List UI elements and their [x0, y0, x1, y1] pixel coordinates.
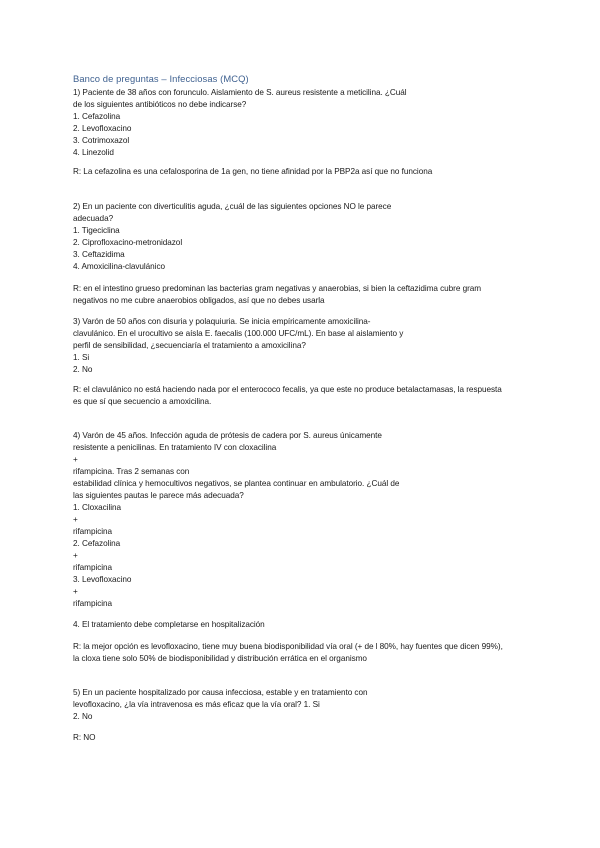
question-4-option: 3. Levofloxacino	[73, 575, 132, 584]
question-4-text-cont: estabilidad clínica y hemocultivos negativos, se plantea continuar en ambulatorio. ¿Cuál de	[73, 479, 400, 488]
question-2-text: 2) En un paciente con diverticulitis aguda, ¿cuál de las siguientes opciones NO le parece	[73, 202, 392, 211]
answer-1: R: La cefazolina es una cefalosporina de 1a gen, no tiene afinidad por la PBP2a así que no funciona	[73, 167, 433, 176]
question-3-option: 1. Si	[73, 353, 90, 362]
question-1-option: 4. Linezolid	[73, 148, 114, 157]
answer-3: R: el clavulánico no está haciendo nada por el enterococo fecalis, ya que este no produce betalactamasas, la respuesta	[73, 385, 502, 394]
question-4-option: 1. Cloxacilina	[73, 503, 121, 512]
question-2-option: 3. Ceftazidima	[73, 250, 125, 259]
question-3-text-cont: perfil de sensibilidad, ¿secuenciaría el tratamiento a amoxicilina?	[73, 341, 306, 350]
question-5-text: 5) En un paciente hospitalizado por causa infecciosa, estable y en tratamiento con	[73, 688, 368, 697]
answer-5: R: NO	[73, 733, 96, 742]
question-1-text: 1) Paciente de 38 años con forunculo. Aislamiento de S. aureus resistente a meticilina. ¿Cuál	[73, 88, 407, 97]
question-3-text-cont: clavulánico. En el urocultivo se aísla E. faecalis (100.000 UFC/mL). En base al aislamiento y	[73, 329, 404, 338]
answer-4: R: la mejor opción es levofloxacino, tiene muy buena biodisponibilidad vía oral (+ de l 80%, hay fuentes que dicen 99%),	[73, 642, 503, 651]
question-4-option-cont: rifampicina	[73, 527, 113, 536]
plus-sign: +	[73, 455, 78, 464]
question-3-text: 3) Varón de 50 años con disuria y polaquiuria. Se inicia empíricamente amoxicilina-	[73, 317, 371, 326]
plus-sign: +	[73, 515, 78, 524]
question-4-option-cont: rifampicina	[73, 599, 113, 608]
question-5-option: 2. No	[73, 712, 93, 721]
question-2-option: 1. Tigeciclina	[73, 226, 120, 235]
answer-4-cont: la cloxa tiene solo 50% de biodisponibilidad y distribución errática en el organismo	[73, 654, 367, 663]
answer-2: R: en el intestino grueso predominan las bacterias gram negativas y anaerobias, si bien la ceftazidima cubre gram	[73, 284, 482, 293]
question-4-text-cont: resistente a penicilinas. En tratamiento IV con cloxacilina	[73, 443, 277, 452]
question-3-option: 2. No	[73, 365, 93, 374]
question-4-text-cont: rifampicina. Tras 2 semanas con	[73, 467, 190, 476]
question-4-option: 2. Cefazolina	[73, 539, 121, 548]
question-1-option: 3. Cotrimoxazol	[73, 136, 130, 145]
document-title: Banco de preguntas – Infecciosas (MCQ)	[73, 73, 249, 84]
question-1-text-cont: de los siguientes antibióticos no debe indicarse?	[73, 100, 247, 109]
question-1-option: 1. Cefazolina	[73, 112, 121, 121]
plus-sign: +	[73, 587, 78, 596]
answer-2-cont: negativos no me cubre anaerobios obligados, así que no debes usarla	[73, 296, 325, 305]
question-4-text-cont: las siguientes pautas le parece más adecuada?	[73, 491, 244, 500]
question-4-text: 4) Varón de 45 años. Infección aguda de prótesis de cadera por S. aureus únicamente	[73, 431, 382, 440]
question-2-text-cont: adecuada?	[73, 214, 114, 223]
question-2-option: 2. Ciprofloxacino-metronidazol	[73, 238, 183, 247]
question-2-option: 4. Amoxicilina-clavulánico	[73, 262, 165, 271]
question-4-option-cont: rifampicina	[73, 563, 113, 572]
question-5-text-cont: levofloxacino, ¿la vía intravenosa es más eficaz que la vía oral? 1. Si	[73, 700, 320, 709]
question-1-option: 2. Levofloxacino	[73, 124, 132, 133]
question-4-option: 4. El tratamiento debe completarse en hospitalización	[73, 620, 265, 629]
answer-3-cont: es que sí que secuencio a amoxicilina.	[73, 397, 212, 406]
plus-sign: +	[73, 551, 78, 560]
